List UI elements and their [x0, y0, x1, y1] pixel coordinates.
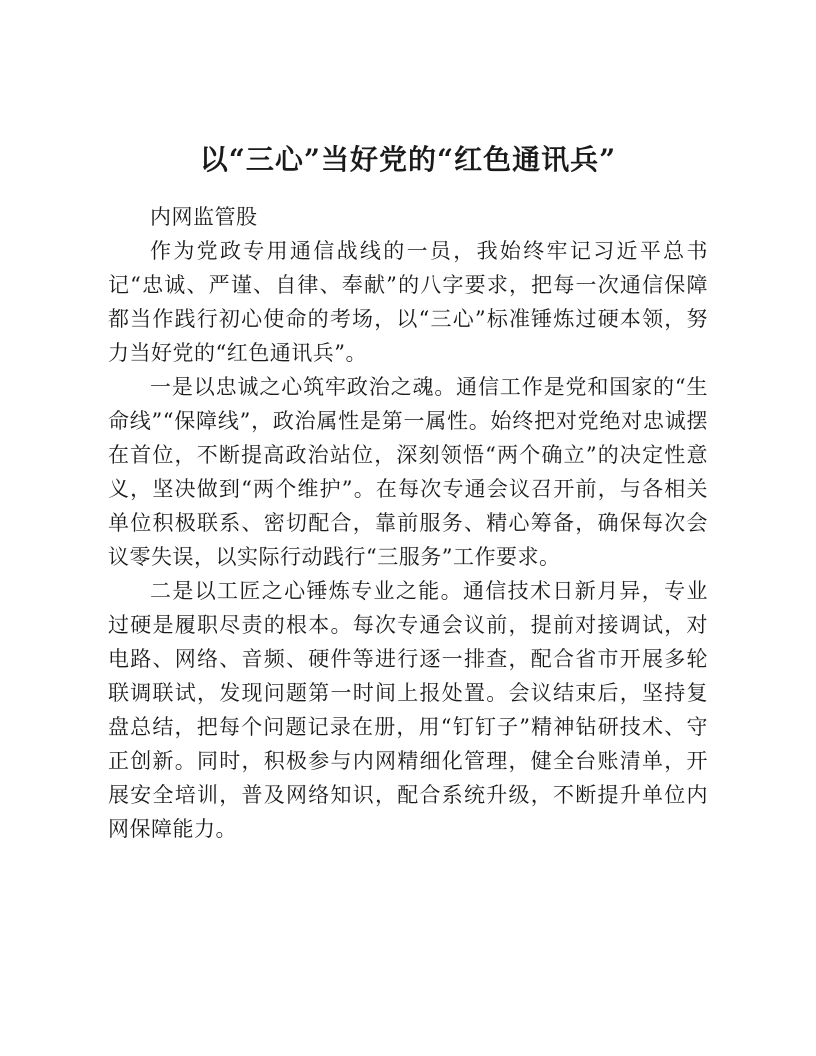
paragraph-loyalty: 一是以忠诚之心筑牢政治之魂。通信工作是党和国家的“生命线”“保障线”，政治属性是第一属性。始终把对党绝对忠诚摆在首位，不断提高政治站位，深刻领悟“两个确立”的决定性意义，坚决做到“两个维护”。在每次专通会议召开前，与各相关单位积极联系、密切配合，靠前服务、精心筹备，确保每次会议零失误，以实际行动践行“三服务”工作要求。	[108, 375, 708, 569]
author-line: 内网监管股	[150, 205, 258, 229]
paragraph-craftsmanship: 二是以工匠之心锤炼专业之能。通信技术日新月异，专业过硬是履职尽责的根本。每次专通会议前，提前对接调试，对电路、网络、音频、硬件等进行逐一排查，配合省市开展多轮联调联试，发现问题第一时间上报处置。会议结束后，坚持复盘总结，把每个问题记录在册，用“钉钉子”精神钻研技术、守正创新。同时，积极参与内网精细化管理，健全台账清单，开展安全培训，普及网络知识，配合系统升级，不断提升单位内网保障能力。	[108, 579, 708, 841]
document-title: 以“三心”当好党的“红色通讯兵”	[199, 143, 617, 176]
document-body	[108, 200, 708, 846]
paragraph-intro: 作为党政专用通信战线的一员，我始终牢记习近平总书记“忠诚、严谨、自律、奉献”的八字要求，把每一次通信保障都当作践行初心使命的考场，以“三心”标准锤炼过硬本领，努力当好党的“红色通讯兵”。	[108, 239, 708, 365]
